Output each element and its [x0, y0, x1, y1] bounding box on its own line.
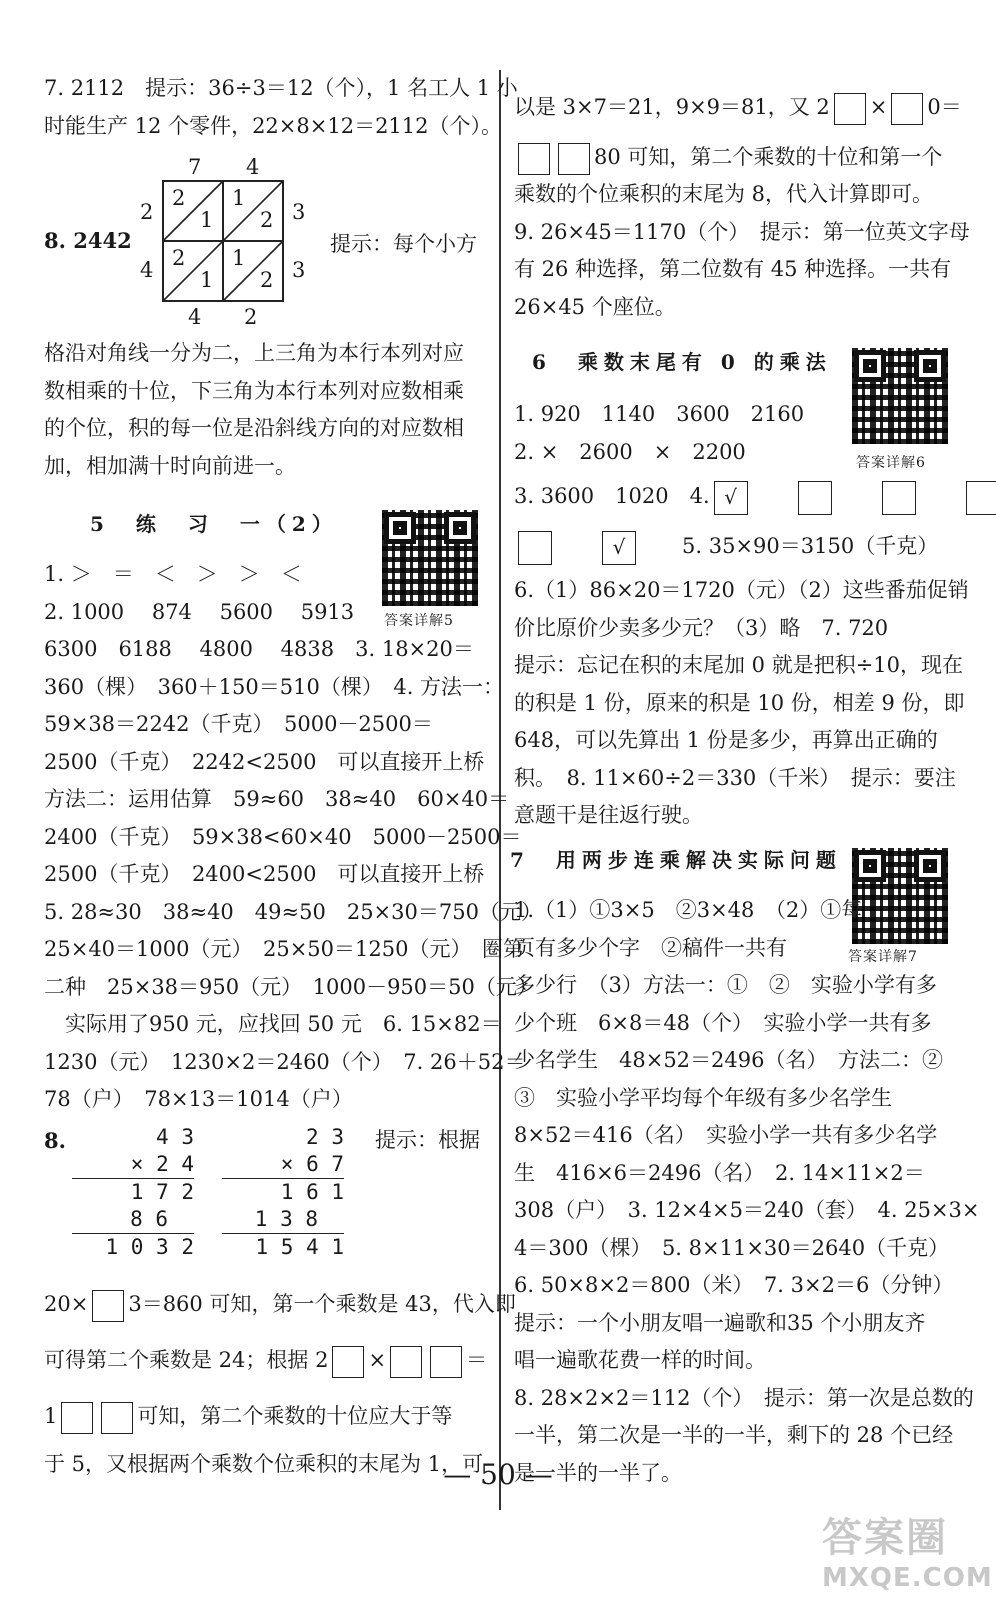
answer-line: 有 26 种选择，第二位数有 45 种选择。一共有	[514, 257, 952, 281]
qr-caption-7: 答案详解7	[848, 949, 918, 965]
lattice-cell: 2	[172, 186, 186, 210]
blank-box	[518, 143, 550, 175]
watermark-url: MXQE.COM	[822, 1563, 993, 1593]
text: 20×	[44, 1292, 89, 1316]
answer-line: 6. 50×8×2＝800（米） 7. 3×2＝6（分钟）	[514, 1273, 954, 1297]
answer-line: 少名学生 48×52＝2496（名） 方法二：②	[514, 1048, 943, 1072]
lattice-right-2: 3	[292, 258, 306, 282]
section-5-title: 5 练 习 一（2）	[90, 512, 338, 536]
answer-line	[514, 472, 974, 522]
mult-row: 1 3 8	[254, 1207, 318, 1231]
answer-line: 25×40＝1000（元） 25×50＝1250（元） 圈第	[44, 937, 524, 961]
answer-line: 方法二：运用估算 59≈60 38≈40 60×40＝	[44, 787, 510, 811]
mult-row: 2 3	[285, 1125, 344, 1149]
blank-box	[558, 143, 590, 175]
answer-line	[44, 1276, 516, 1332]
check-box: √	[714, 481, 748, 515]
lattice-left-2: 4	[140, 258, 154, 282]
answer-line: 2. 1000 874 5600 5913	[44, 599, 355, 624]
answer-line: 二种 25×38＝950（元） 1000－950＝50（元）	[44, 974, 538, 999]
watermark-text: 答案圈	[822, 1515, 948, 1561]
answer-line: 59×38＝2242（千克） 5000－2500＝	[44, 712, 433, 736]
right-block-1	[514, 176, 974, 326]
text: 80 可知，第二个乘数的十位和第一个	[594, 145, 943, 169]
text: 3＝860 可知，第一个乘数是 43，代入即	[128, 1292, 516, 1316]
text: ＝	[466, 1348, 488, 1372]
vertical-multiplication-2	[222, 1124, 344, 1261]
answer-line: 1.（1）①3×5 ②3×48 （2）①每	[514, 898, 863, 922]
answer-line	[514, 522, 974, 572]
answer-line: 9. 26×45＝1170（个） 提示：第一位英文字母	[514, 219, 970, 244]
watermark-logo	[822, 1506, 992, 1594]
section-6-answers	[514, 396, 974, 471]
answer-line: 生 416×6＝2496（名） 2. 14×11×2＝	[514, 1160, 925, 1185]
answer-line: 4＝300（棵） 5. 8×11×30＝2640（千克）	[514, 1235, 950, 1260]
answer-line: 一半，第二次是一半的一半，剩下的 28 个已经	[514, 1423, 954, 1447]
answer-line: 6300 6188 4800 4838 3. 18×20＝	[44, 637, 474, 661]
answer-line: 1. ＞ ＝ ＜ ＞ ＞ ＜	[44, 562, 302, 586]
answer-line: 页有多少个字 ②稿件一共有	[514, 935, 787, 960]
text: 1	[44, 1404, 58, 1428]
text: 0＝	[927, 95, 962, 119]
answer-line: 2500（千克） 2400<2500 可以直接开上桥	[44, 862, 485, 886]
text: 以是 3×7＝21，9×9＝81，又 2	[514, 95, 830, 119]
answer-line: 308（户） 3. 12×4×5＝240（套） 4. 25×3×	[514, 1198, 980, 1222]
answer-line: 8×52＝416（名） 实验小学一共有多少名学	[514, 1123, 938, 1147]
answer-line: 唱一遍歌花费一样的时间。	[514, 1348, 766, 1372]
answer-line: 以是 3×7＝21，9×9＝81，又 2 × 0＝	[514, 82, 974, 132]
answer-line: 1230（元） 1230×2＝2460（个） 7. 26＋52＝	[44, 1049, 526, 1074]
blank-box	[834, 93, 866, 125]
lattice-top-2: 4	[246, 155, 260, 179]
answer-line: ③ 实验小学平均每个年级有多少名学生	[514, 1085, 892, 1110]
lattice-explanation	[44, 335, 504, 485]
answer-line: 乘数的个位乘积的末尾为 8，代入计算即可。	[514, 182, 934, 206]
answer-line: 于 5，又根据两个乘数个位乘积的末尾为 1，可	[44, 1452, 484, 1476]
left-column	[44, 70, 518, 145]
lattice-cell: 1	[200, 208, 214, 232]
mult-row: 1 0 3 2	[72, 1233, 194, 1261]
answer-line: 648，可以先算出 1 份是多少，再算出正确的	[514, 728, 938, 752]
mult-row: 1 6 1	[222, 1178, 344, 1206]
lattice-top-1: 7	[188, 155, 202, 179]
answer-line: 6.（1）86×20＝1720（元）（2）这些番茄促销	[514, 578, 969, 602]
para-line: 格沿对角线一分为二，上三角为本行本列对应	[44, 341, 464, 365]
q7-line-2: 时能生产 12 个零件，22×8×12＝2112（个）。	[44, 113, 503, 138]
mult-row: 8 6	[130, 1207, 168, 1231]
vertical-multiplication-1	[72, 1124, 194, 1261]
answer-line: 意题干是往返行驶。	[514, 803, 703, 827]
answer-line: 提示：一个小朋友唱一遍歌和35 个小朋友齐	[514, 1310, 926, 1335]
qr-caption-5: 答案详解5	[384, 613, 454, 629]
mult-row: 4 3	[135, 1125, 194, 1149]
answer-line: 多少行 （3）方法一：① ② 实验小学有多	[514, 973, 937, 997]
answer-line: 可得第二个乘数是 24；根据 2 × ＝	[44, 1332, 504, 1388]
blank-box	[430, 1346, 462, 1378]
q8b-hint: 提示：根据	[375, 1128, 480, 1152]
lattice-cell: 2	[172, 246, 186, 270]
mult-row: × 6 7	[280, 1152, 344, 1176]
text: 可知，第二个乘数的十位应大于等	[137, 1404, 453, 1428]
lattice-cell: 1	[232, 246, 246, 270]
lattice-cell: 2	[260, 268, 274, 292]
q8-hint: 提示：每个小方	[330, 232, 477, 256]
answer-line: 价比原价少卖多少元？（3）略 7. 720	[514, 615, 889, 640]
mult-row: 1 5 4 1	[222, 1233, 344, 1261]
blank-box	[518, 531, 552, 565]
q7-line: 7. 2112 提示：36÷3＝12（个），1 名工人 1 小	[44, 76, 518, 100]
lattice-right-1: 3	[292, 200, 306, 224]
answer-line: 的积是 1 份，原来的积是 10 份，相差 9 份，即	[514, 690, 965, 715]
para-line: 的个位，积的每一位是沿斜线方向的对应数相	[44, 416, 464, 440]
blank-box	[390, 1346, 422, 1378]
right-top	[514, 82, 974, 182]
blank-box	[332, 1346, 364, 1378]
answer-line: 积。 8. 11×60÷2＝330（千米） 提示：要注	[514, 765, 956, 790]
answer-line: 26×45 个座位。	[514, 294, 676, 319]
answer-line: 2400（千克） 59×38<60×40 5000－2500＝	[44, 824, 522, 849]
blank-box	[92, 1290, 124, 1322]
mult-row: 1 7 2	[72, 1178, 194, 1206]
q8-label: 8. 2442	[44, 228, 132, 253]
blank-box	[798, 481, 832, 515]
section-6-title: 6 乘数末尾有 0 的乘法	[532, 350, 832, 374]
answer-line	[514, 132, 974, 182]
answer-line: 360（棵） 360＋150＝510（棵） 4. 方法一：	[44, 674, 505, 699]
text: 5. 35×90＝3150（千克）	[682, 534, 939, 558]
answer-line	[44, 1388, 504, 1444]
para-line: 数相乘的十位，下三角为本行本列对应数相乘	[44, 378, 464, 403]
blank-box	[891, 93, 923, 125]
lattice-cell: 1	[200, 268, 214, 292]
text: 可得第二个乘数是 24；根据 2	[44, 1348, 329, 1372]
answer-line: 是一半的一半了。	[514, 1460, 682, 1485]
section-6-more	[514, 572, 974, 835]
blank-box	[61, 1402, 93, 1434]
answer-line: 1. 920 1140 3600 2160	[514, 402, 805, 426]
lattice-bottom-1: 4	[188, 305, 202, 329]
qr-caption-6: 答案详解6	[856, 455, 926, 471]
blank-box	[101, 1402, 133, 1434]
answer-line: 少个班 6×8＝48（个） 实验小学一共有多	[514, 1010, 932, 1035]
text: 3. 3600 1020 4.	[514, 484, 710, 508]
lattice-cell: 2	[260, 208, 274, 232]
blank-box	[882, 481, 916, 515]
para-line: 加，相加满十时向前进一。	[44, 453, 296, 478]
answer-line: 2. × 2600 × 2200	[514, 439, 746, 464]
answer-line: 5. 28≈30 38≈40 49≈50 25×30＝750（元）	[44, 899, 542, 924]
section-5-answers	[44, 556, 542, 1119]
check-box: √	[602, 531, 636, 565]
blank-box	[966, 481, 996, 515]
q8b-label: 8.	[44, 1128, 66, 1153]
section-7-title: 7 用两步连乘解决实际问题	[510, 848, 842, 872]
mult-row: × 2 4	[130, 1152, 194, 1176]
lattice-cell: 1	[232, 186, 246, 210]
answer-line: 2500（千克） 2242<2500 可以直接开上桥	[44, 749, 485, 774]
section-7-answers	[514, 892, 980, 1492]
section-6-checkboxes	[514, 472, 974, 572]
answer-line: 实际用了950 元，应找回 50 元 6. 15×82＝	[44, 1012, 502, 1036]
lattice-bottom-2: 2	[244, 305, 258, 329]
answer-line: 78（户） 78×13＝1014（户）	[44, 1087, 353, 1111]
lattice-left-1: 2	[140, 200, 154, 224]
page-number: — 50 —	[443, 1458, 553, 1491]
answer-line: 8. 28×2×2＝112（个） 提示：第一次是总数的	[514, 1385, 974, 1410]
answer-line: 提示：忘记在积的末尾加 0 就是把积÷10，现在	[514, 653, 964, 677]
